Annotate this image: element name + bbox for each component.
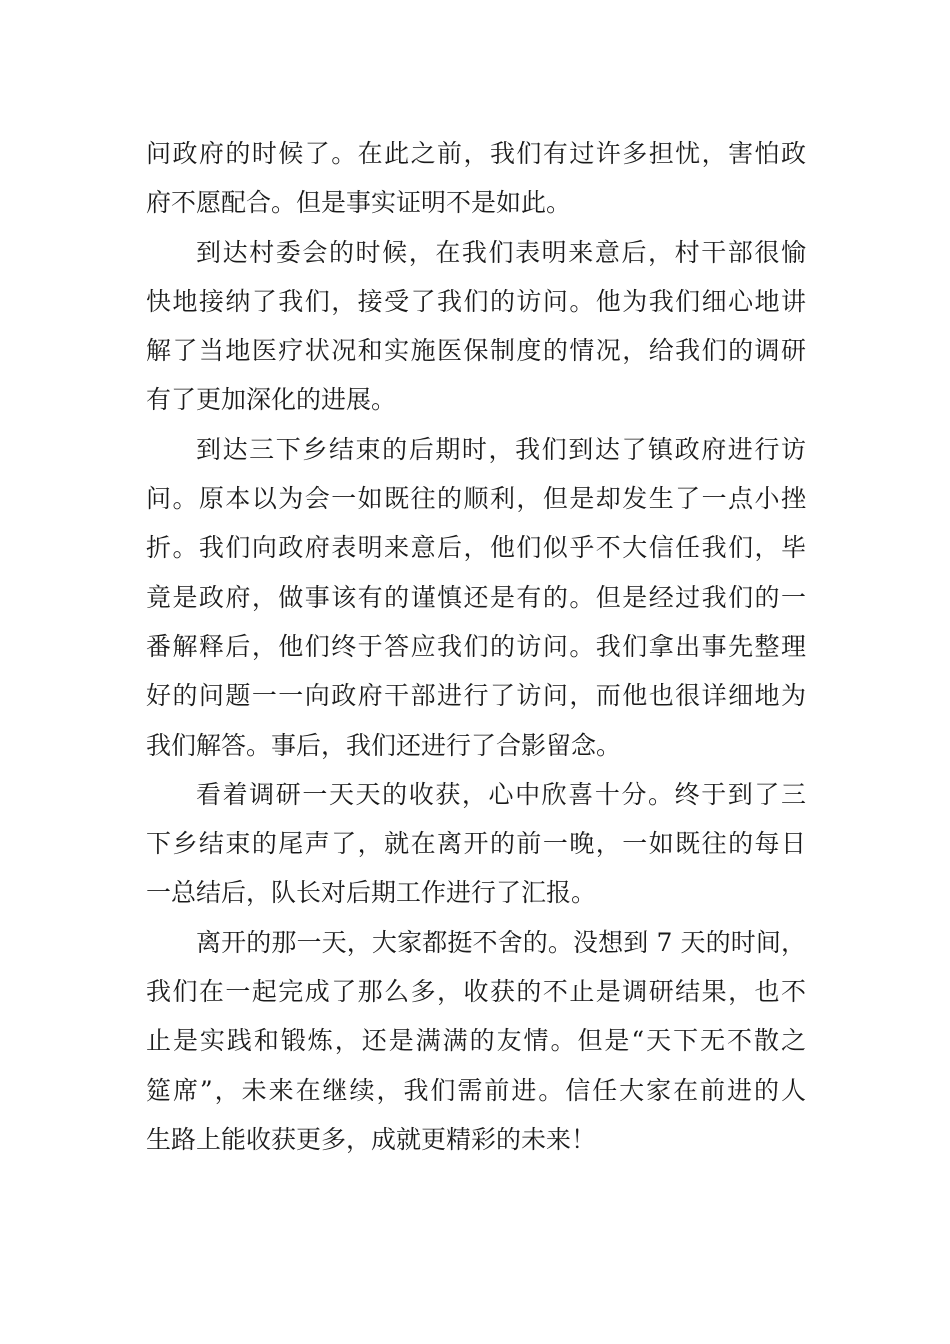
text-line: 有了更加深化的进展。 bbox=[146, 385, 397, 415]
text-line: 问。原本以为会一如既往的顺利，但是却发生了一点小挫 bbox=[146, 484, 806, 514]
text-line: 筵席”，未来在继续，我们需前进。信任大家在前进的人 bbox=[146, 1075, 806, 1105]
text-line: 到达村委会的时候，在我们表明来意后，村干部很愉 bbox=[196, 237, 806, 267]
text-line: 一总结后，队长对后期工作进行了汇报。 bbox=[146, 878, 597, 908]
text-line: 问政府的时候了。在此之前，我们有过许多担忧，害怕政 bbox=[146, 139, 806, 168]
text-line: 看着调研一天天的收获，心中欣喜十分。终于到了三 bbox=[196, 779, 806, 809]
text-line: 快地接纳了我们，接受了我们的访问。他为我们细心地讲 bbox=[146, 286, 806, 316]
text-line: 我们解答。事后，我们还进行了合影留念。 bbox=[146, 730, 622, 760]
text-line: 生路上能收获更多，成就更精彩的未来！ bbox=[146, 1124, 597, 1154]
text-line: 竟是政府，做事该有的谨慎还是有的。但是经过我们的一 bbox=[146, 582, 806, 612]
text-line: 下乡结束的尾声了，就在离开的前一晚，一如既往的每日 bbox=[146, 829, 806, 859]
body-text bbox=[146, 129, 806, 1164]
text-line: 我们在一起完成了那么多，收获的不止是调研结果，也不 bbox=[146, 977, 806, 1007]
text-line: 解了当地医疗状况和实施医保制度的情况，给我们的调研 bbox=[146, 336, 806, 366]
text-line: 离开的那一天，大家都挺不舍的。没想到 7 天的时间， bbox=[196, 927, 806, 957]
text-line: 番解释后，他们终于答应我们的访问。我们拿出事先整理 bbox=[146, 631, 806, 661]
text-line: 到达三下乡结束的后期时，我们到达了镇政府进行访 bbox=[196, 434, 806, 464]
text-line: 折。我们向政府表明来意后，他们似乎不大信任我们，毕 bbox=[146, 533, 806, 563]
text-line: 好的问题一一向政府干部进行了访问，而他也很详细地为 bbox=[146, 681, 806, 711]
text-line: 止是实践和锻炼，还是满满的友情。但是“天下无不散之 bbox=[146, 1026, 806, 1056]
text-line: 府不愿配合。但是事实证明不是如此。 bbox=[146, 188, 572, 218]
